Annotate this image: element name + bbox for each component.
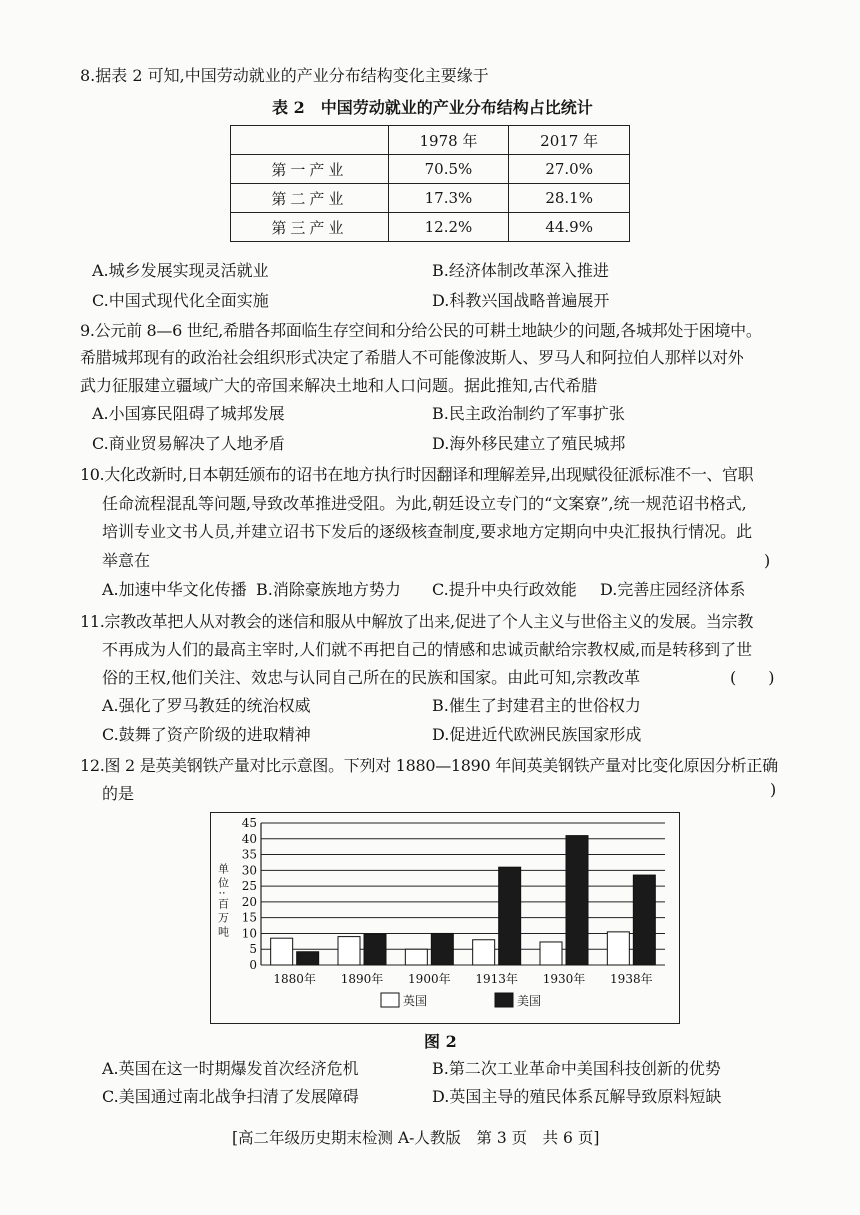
q8-table (230, 125, 630, 242)
q9-option-d: D.海外移民建立了殖民城邦 (432, 434, 626, 453)
y-tick-label: 25 (241, 879, 257, 894)
q9-line-2: 希腊城邦现有的政治社会组织形式决定了希腊人不可能像波斯人、罗马人和阿拉伯人那样以对外 (80, 348, 744, 367)
q11-answer-bracket: ( ) (730, 668, 775, 687)
steel-output-bar-chart (211, 813, 679, 1023)
q12-option-c: C.美国通过南北战争扫清了发展障碍 (102, 1087, 359, 1106)
q10-line-3: 培训专业文书人员,并建立诏书下发后的逐级核查制度,要求地方定期向中央汇报执行情况。此 (102, 522, 753, 541)
q12-answer-bracket: ) (770, 780, 777, 799)
q9-option-c: C.商业贸易解决了人地矛盾 (92, 434, 285, 453)
y-tick-label: 20 (241, 894, 257, 909)
q10-line-4: 举意在 (102, 551, 151, 570)
bar-uk (338, 937, 360, 965)
q11-line-1: 11.宗教改革把人从对教会的迷信和服从中解放了出来,促进了个人主义与世俗主义的发展。当宗教 (80, 612, 754, 631)
figure-caption: 图 2 (424, 1032, 457, 1051)
bar-us (499, 867, 521, 965)
figure-2-chart (210, 812, 680, 1024)
table-row (231, 184, 630, 213)
q11-option-a: A.强化了罗马教廷的统治权威 (102, 696, 311, 715)
y-tick-label: 10 (241, 926, 257, 941)
table-row-label: 第三产业 (231, 213, 389, 242)
q8-option-d: D.科教兴国战略普遍展开 (432, 291, 610, 310)
y-tick-label: 15 (241, 910, 257, 925)
x-tick-label: 1938年 (610, 972, 653, 986)
q12-option-b: B.第二次工业革命中美国科技创新的优势 (432, 1059, 721, 1078)
table-cell: 17.3% (388, 184, 509, 213)
table-header-cell: 1978 年 (388, 126, 509, 155)
table-header-row (231, 126, 630, 155)
q10-option-c: C.提升中央行政效能 (432, 580, 577, 599)
q11-line-3: 俗的王权,他们关注、效忠与认同自己所在的民族和国家。由此可知,宗教改革 (102, 668, 641, 687)
bar-uk (540, 942, 562, 965)
table-cell: 27.0% (509, 155, 630, 184)
legend-swatch-uk (381, 993, 399, 1007)
y-tick-label: 30 (241, 863, 257, 878)
table-header-cell (231, 126, 389, 155)
q10-answer-bracket: ) (764, 551, 771, 570)
x-tick-label: 1930年 (542, 972, 586, 986)
legend-swatch-us (495, 993, 513, 1007)
q9-line-1: 9.公元前 8—6 世纪,希腊各邦面临生存空间和分给公民的可耕土地缺少的问题,各城邦处于困境中。 (80, 321, 762, 340)
q8-option-c: C.中国式现代化全面实施 (92, 291, 269, 310)
q8-stem: 8.据表 2 可知,中国劳动就业的产业分布结构变化主要缘于 (80, 66, 489, 85)
table-title: 表 2 中国劳动就业的产业分布结构占比统计 (272, 98, 593, 117)
table-cell: 28.1% (509, 184, 630, 213)
bar-uk (271, 938, 293, 965)
x-tick-label: 1890年 (340, 972, 384, 986)
legend-label-us: 美国 (517, 994, 542, 1008)
y-tick-label: 45 (241, 816, 257, 830)
page-footer: [高二年级历史期末检测 A-人教版 第 3 页 共 6 页] (232, 1129, 600, 1147)
bar-uk (405, 949, 427, 965)
q10-line-2: 任命流程混乱等问题,导致改革推进受阻。为此,朝廷设立专门的“文案寮”,统一规范诏书格式, (102, 494, 747, 513)
bar-uk (473, 940, 495, 965)
table-row-label: 第一产业 (231, 155, 389, 184)
q8-option-a: A.城乡发展实现灵活就业 (92, 261, 269, 280)
bar-us (297, 952, 319, 965)
bar-uk (607, 932, 629, 965)
y-tick-label: 35 (241, 847, 257, 862)
q12-line-2: 的是 (102, 784, 135, 803)
q9-option-a: A.小国寡民阻碍了城邦发展 (92, 404, 285, 423)
x-tick-label: 1900年 (408, 972, 451, 986)
q11-option-d: D.促进近代欧洲民族国家形成 (432, 725, 642, 744)
table-header-cell: 2017 年 (509, 126, 630, 155)
table-row-label: 第二产业 (231, 184, 389, 213)
table-cell: 44.9% (509, 213, 630, 242)
q11-option-b: B.催生了封建君主的世俗权力 (432, 696, 641, 715)
q11-option-c: C.鼓舞了资产阶级的进取精神 (102, 725, 311, 744)
q12-option-a: A.英国在这一时期爆发首次经济危机 (102, 1059, 359, 1078)
q11-line-2: 不再成为人们的最高主宰时,人们就不再把自己的情感和忠诚贡献给宗教权威,而是转移到了世 (102, 640, 753, 659)
q9-option-b: B.民主政治制约了军事扩张 (432, 404, 625, 423)
x-tick-label: 1913年 (475, 972, 518, 986)
q10-option-d: D.完善庄园经济体系 (600, 580, 746, 599)
y-axis-label: 单位:百万吨 (216, 863, 230, 940)
legend-label-uk: 英国 (403, 994, 428, 1008)
q12-line-1: 12.图 2 是英美钢铁产量对比示意图。下列对 1880—1890 年间英美钢铁产量对比变化原因分析正确 (80, 756, 778, 775)
q10-line-1: 10.大化改新时,日本朝廷颁布的诏书在地方执行时因翻译和理解差异,出现赋役征派标准不一、官职 (80, 465, 754, 484)
x-tick-label: 1880年 (273, 972, 316, 986)
table-row (231, 155, 630, 184)
q10-option-b: B.消除豪族地方势力 (256, 580, 401, 599)
q9-line-3: 武力征服建立疆域广大的帝国来解决土地和人口问题。据此推知,古代希腊 (80, 376, 598, 395)
table-cell: 70.5% (388, 155, 509, 184)
bar-us (431, 933, 453, 965)
table-row (231, 213, 630, 242)
table-cell: 12.2% (388, 213, 509, 242)
y-tick-label: 0 (249, 958, 257, 972)
y-tick-label: 5 (249, 942, 257, 957)
q10-option-a: A.加速中华文化传播 (102, 580, 247, 599)
bar-us (566, 836, 588, 965)
bar-us (633, 875, 655, 965)
q12-option-d: D.英国主导的殖民体系瓦解导致原料短缺 (432, 1087, 722, 1106)
y-tick-label: 40 (241, 831, 257, 846)
q8-option-b: B.经济体制改革深入推进 (432, 261, 609, 280)
bar-us (364, 934, 386, 965)
